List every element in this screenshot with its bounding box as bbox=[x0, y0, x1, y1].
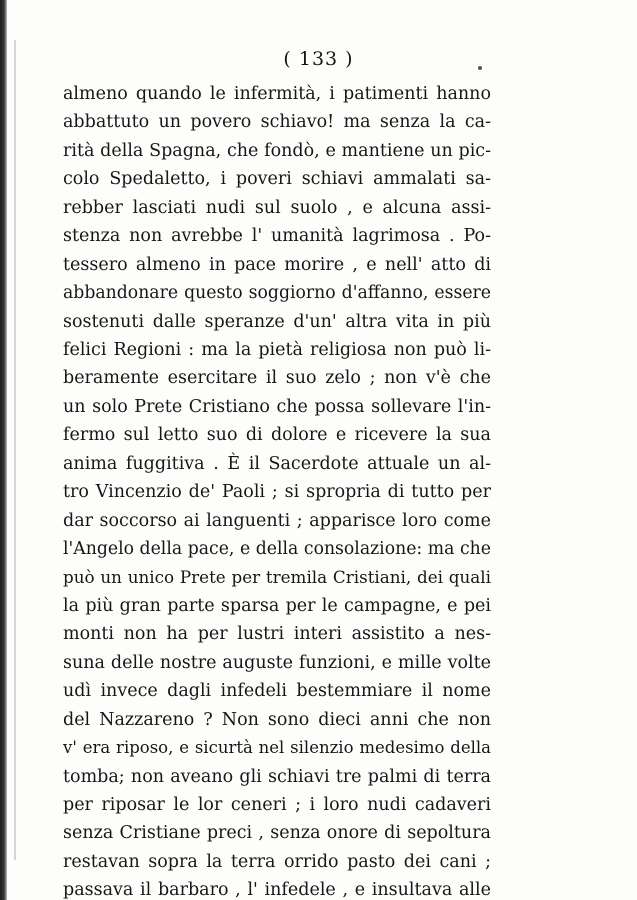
text-line: del Nazzareno ? Non sono dieci anni che non bbox=[63, 709, 491, 730]
text-line: colo Spedaletto, i poveri schiavi ammalati sa- bbox=[63, 169, 491, 190]
text-line: l'Angelo della pace, e della consolazione: ma che bbox=[63, 539, 491, 559]
binding-edge bbox=[0, 0, 7, 900]
text-line: tro Vincenzio de' Paoli ; si spropria di tutto per bbox=[63, 482, 491, 503]
text-line: rebber lasciati nudi sul suolo , e alcuna assi- bbox=[63, 197, 491, 218]
text-line: v' era riposo, e sicurtà nel silenzio medesimo della bbox=[63, 738, 491, 758]
text-line: almeno quando le infermità, i patimenti hanno bbox=[63, 84, 491, 104]
page-crease bbox=[14, 40, 16, 860]
text-line: felici Regioni : ma la pietà religiosa non può li- bbox=[63, 339, 491, 360]
text-line: restavan sopra la terra orrido pasto dei cani ; bbox=[63, 851, 491, 872]
text-line: stenza non avrebbe l' umanità lagrimosa . Po- bbox=[63, 226, 491, 247]
text-line: udì invece dagli infedeli bestemmiare il nome bbox=[63, 681, 491, 702]
body-text bbox=[63, 80, 491, 900]
text-line: monti non ha per lustri interi assistito a nes- bbox=[63, 624, 491, 645]
text-line: rità della Spagna, che fondò, e mantiene un pic- bbox=[63, 140, 491, 161]
ink-speck bbox=[478, 66, 482, 70]
text-line: tessero almeno in pace morire , e nell' atto di bbox=[63, 254, 491, 275]
text-line: anima fuggitiva . È il Sacerdote attuale un al- bbox=[63, 453, 491, 474]
text-line: dar soccorso ai languenti ; apparisce loro come bbox=[63, 510, 491, 531]
text-line: per riposar le lor ceneri ; i loro nudi cadaveri bbox=[63, 794, 491, 815]
text-line: sostenuti dalle speranze d'un' altra vita in più bbox=[63, 311, 491, 332]
text-line: senza Cristiane preci , senza onore di sepoltura bbox=[63, 823, 491, 844]
text-line: passava il barbaro , l' infedele , e insultava alle bbox=[63, 880, 491, 900]
text-line: abbattuto un povero schiavo! ma senza la ca- bbox=[63, 112, 491, 133]
page-number: ( 133 ) bbox=[283, 48, 354, 70]
text-line: un solo Prete Cristiano che possa sollevare l'in- bbox=[63, 396, 491, 417]
text-line: abbandonare questo soggiorno d'affanno, essere bbox=[63, 283, 491, 304]
text-line: beramente esercitare il suo zelo ; non v'è che bbox=[63, 368, 491, 389]
text-line: la più gran parte sparsa per le campagne, e pei bbox=[63, 595, 491, 616]
text-line: può un unico Prete per tremila Cristiani, dei quali bbox=[63, 567, 491, 588]
text-line: fermo sul letto suo di dolore e ricevere la sua bbox=[63, 425, 491, 446]
text-line: suna delle nostre auguste funzioni, e mille volte bbox=[63, 652, 491, 673]
text-line: tomba; non aveano gli schiavi tre palmi di terra bbox=[63, 766, 491, 787]
